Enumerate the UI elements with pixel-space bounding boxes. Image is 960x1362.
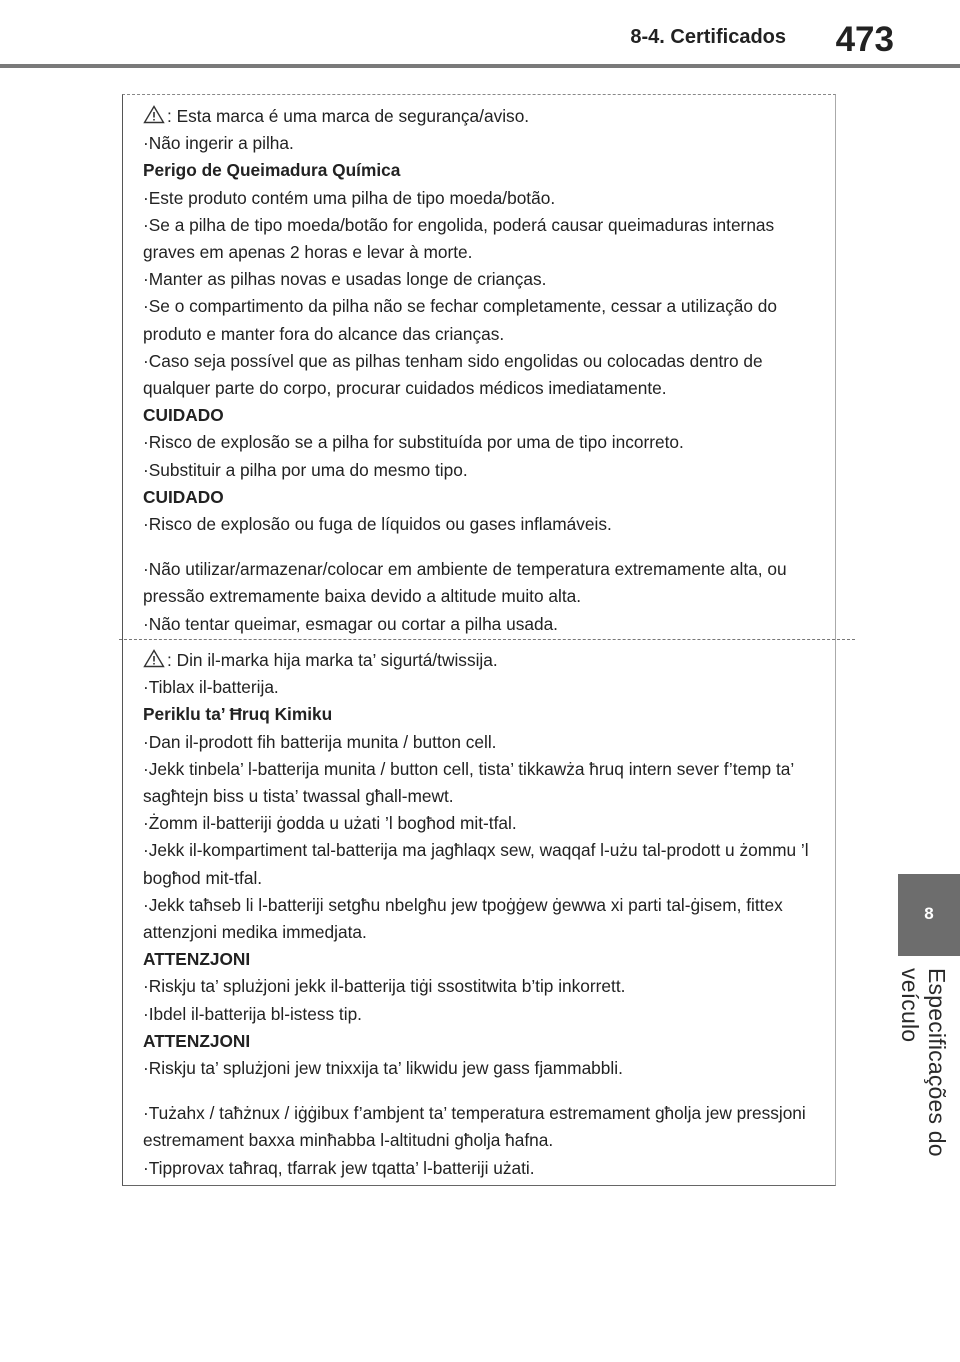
page-number: 473 xyxy=(835,20,894,59)
warning-triangle-icon xyxy=(143,649,165,668)
bullet-item: ·Riskju ta’ splużjoni jew tnixxija ta’ likwidu jew gass fjammabbli. xyxy=(143,1058,623,1079)
bullet-item: ·Ibdel il-batterija bl-istess tip. xyxy=(143,1003,362,1024)
bullet-item: ·Jekk tinbela’ l-batterija munita / button cell, tista’ tikkawża ħruq intern sever f’temp ta’ sagħtejn biss u tista’ twassal għall-mewt. xyxy=(143,758,794,807)
warning-mark-line xyxy=(143,103,823,130)
bullet-item: ·Não tentar queimar, esmagar ou cortar a pilha usada. xyxy=(143,613,558,634)
bullet-item: ·Caso seja possível que as pilhas tenham sido engolidas ou colocadas dentro de qualquer parte do corpo, procurar cuidados médicos imediatamente. xyxy=(143,350,763,399)
bullet-item: ·Manter as pilhas novas e usadas longe de crianças. xyxy=(143,269,547,290)
certificate-scan xyxy=(122,94,836,1186)
bullet-item: ·Żomm il-batteriji ġodda u użati ’l bogħod mit-tfal. xyxy=(143,813,517,834)
spacer xyxy=(143,538,823,556)
section-heading: ATTENZJONI xyxy=(143,949,251,970)
bullet-item: ·Risco de explosão ou fuga de líquidos ou gases inflamáveis. xyxy=(143,514,612,535)
section-heading: CUIDADO xyxy=(143,405,224,426)
maltese-items xyxy=(143,674,823,1182)
bullet-item: ·Não ingerir a pilha. xyxy=(143,133,294,154)
bullet-item: ·Riskju ta’ splużjoni jekk il-batterija tiġi ssostitwita b’tip inkorrett. xyxy=(143,976,626,997)
chapter-number: 8 xyxy=(924,904,934,923)
portuguese-items xyxy=(143,130,823,638)
bullet-item: ·Risco de explosão se a pilha for substituída por uma de tipo incorreto. xyxy=(143,432,684,453)
bullet-item: ·Não utilizar/armazenar/colocar em ambiente de temperatura extremamente alta, ou pressão extremamente baixa devido a altitude muito alta. xyxy=(143,559,787,607)
portuguese-block xyxy=(143,103,823,638)
section-heading: Perigo de Queimadura Química xyxy=(143,160,401,181)
section-title: 8-4. Certificados xyxy=(630,26,786,48)
bullet-item: ·Tipprovax taħraq, tfarrak jew tqatta’ l-batteriji użati. xyxy=(143,1157,535,1178)
warning-mark-line xyxy=(143,647,823,674)
warning-mark-text: : Esta marca é uma marca de segurança/aviso. xyxy=(167,106,530,126)
maltese-block xyxy=(143,647,823,1182)
bullet-item: ·Este produto contém uma pilha de tipo moeda/botão. xyxy=(143,187,556,208)
chapter-tab xyxy=(898,874,960,956)
bullet-item: ·Jekk taħseb li l-batteriji setgħu nbelgħu jew tpoġġew ġewwa xi parti tal-ġisem, fittex attenzjoni medika immedjata. xyxy=(143,894,783,943)
warning-mark-text: : Din il-marka hija marka ta’ sigurtá/twissija. xyxy=(167,650,498,670)
bullet-item: ·Jekk il-kompartiment tal-batterija ma jagħlaqx sew, waqqaf l-użu tal-prodott u żommu ’l bogħod mit-tfal. xyxy=(143,840,809,888)
section-divider xyxy=(119,639,855,640)
warning-triangle-icon xyxy=(143,105,165,124)
bullet-item: ·Substituir a pilha por uma do mesmo tipo. xyxy=(143,459,468,480)
bullet-item: ·Se o compartimento da pilha não se fechar completamente, cessar a utilização do produto e manter fora do alcance das crianças. xyxy=(143,296,777,344)
bullet-item: ·Se a pilha de tipo moeda/botão for engolida, poderá causar queimaduras internas graves em apenas 2 horas e levar à morte. xyxy=(143,214,775,263)
bullet-item: ·Dan il-prodott fih batterija munita / button cell. xyxy=(143,731,497,752)
header-divider xyxy=(0,64,960,68)
spacer xyxy=(143,1082,823,1100)
section-heading: CUIDADO xyxy=(143,486,224,507)
section-heading: ATTENZJONI xyxy=(143,1030,251,1051)
bullet-item: ·Tużahx / taħżnux / iġġibux f’ambjent ta’ temperatura estremament għolja jew pressjoni estremament baxxa minħabba l-altitudni għolja ħafna. xyxy=(143,1103,806,1151)
chapter-label: Especificações do veículo xyxy=(897,968,950,1157)
section-heading: Periklu ta’ Ħruq Kimiku xyxy=(143,704,333,725)
bullet-item: ·Tiblax il-batterija. xyxy=(143,677,279,698)
